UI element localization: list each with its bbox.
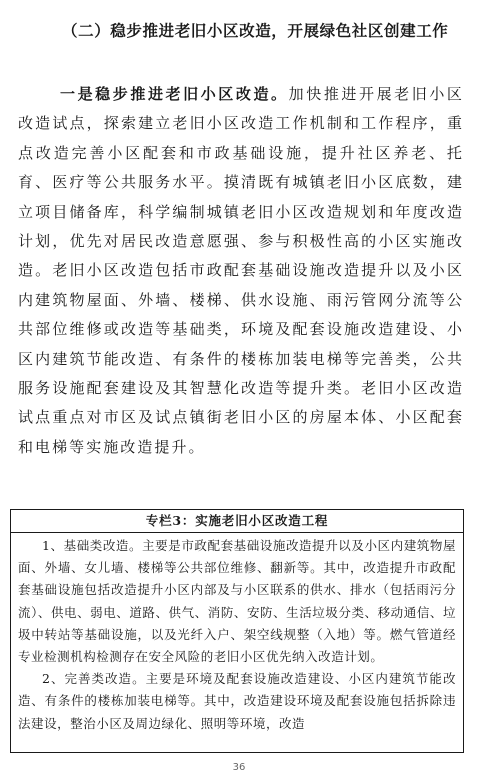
column-box-paragraph: 2、完善类改造。主要是环境及配套设施改造建设、小区内建筑节能改造、有条件的楼栋加装电梯等。其中，改造建设环境及配套设施包括拆除违法建设，整治小区及周边绿化、照明等环境，改造	[18, 671, 456, 731]
paragraph-lead: 一是稳步推进老旧小区改造。	[60, 85, 289, 103]
page-number: 36	[232, 762, 246, 773]
section-heading: （二）稳步推进老旧小区改造，开展绿色社区创建工作	[62, 21, 449, 40]
body-paragraph	[18, 80, 464, 462]
paragraph-text: 加快推进开展老旧小区改造试点，探索建立老旧小区改造工作机制和工作程序，重点改造完善小区配套和市政基础设施，提升社区养老、托育、医疗等公共服务水平。摸清既有城镇老旧小区底数，建立项目储备库，科学编制城镇老旧小区改造规划和年度改造计划，优先对居民改造意愿强、参与积极性高的小区实施改造。老旧小区改造包括市政配套基础设施改造提升以及小区内建筑物屋面、外墙、楼梯、供水设施、雨污管网分流等公共部位维修或改造等基础类，环境及配套设施改造建设、小区内建筑节能改造、有条件的楼栋加装电梯等完善类，公共服务设施配套建设及其智慧化改造等提升类。老旧小区改造试点重点对市区及试点镇街老旧小区的房屋本体、小区配套和电梯等实施改造提升。	[18, 85, 464, 456]
column-box	[10, 509, 464, 753]
column-box-paragraph: 1、基础类改造。主要是市政配套基础设施改造提升以及小区内建筑物屋面、外墙、女儿墙、楼梯等公共部位维修、翻新等。其中，改造提升市政配套基础设施包括改造提升小区内部及与小区联系的供水、排水（包括雨污分流）、供电、弱电、道路、供气、消防、安防、生活垃圾分类、移动通信、垃圾中转站等基础设施，以及光纤入户、架空线规整（入地）等。燃气管道经专业检测机构检测存在安全风险的老旧小区优先纳入改造计划。	[18, 538, 456, 665]
column-box-body	[11, 533, 463, 735]
column-box-title: 专栏3：实施老旧小区改造工程	[11, 510, 463, 533]
